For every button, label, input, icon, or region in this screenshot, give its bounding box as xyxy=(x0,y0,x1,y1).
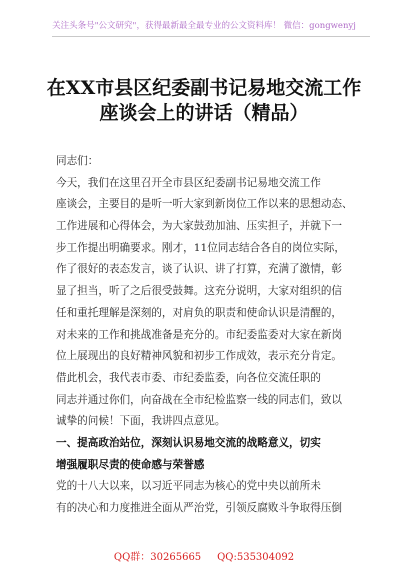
section-heading-line: 一、提高政治站位，深刻认识易地交流的战略意义，切实 xyxy=(56,436,321,449)
page-footer xyxy=(0,548,408,563)
body-line: 位上展现出的良好精神风貌和初步工作成效，表示充分肯定。 xyxy=(56,350,343,363)
body-line: 工作进展和心得体会，为大家鼓劲加油、压实担子，并就下一 xyxy=(56,220,343,233)
footer-qq: QQ:535304092 xyxy=(217,552,295,563)
body-line: 显了担当，听了之后很受鼓舞。这充分说明，大家对组织的信 xyxy=(56,285,343,298)
body-line: 同志并通过你们，向奋战在全市纪检监察一线的同志们，致以 xyxy=(56,393,343,406)
salutation: 同志们： xyxy=(56,155,99,167)
header-divider xyxy=(52,36,370,37)
body-line: 今天，我们在这里召开全市县区纪委副书记易地交流工作 xyxy=(56,176,321,189)
section-heading-line: 增强履职尽责的使命感与荣誉感 xyxy=(56,458,205,471)
body-line: 借此机会，我代表市委、市纪委监委，向各位交流任职的 xyxy=(56,371,321,384)
page-header-promo: 关注头条号"公文研究"，获得最新最全最专业的公文资料库！ 微信：gongwenyj xyxy=(52,21,356,31)
document-title xyxy=(20,76,388,126)
body-line: 作了很好的表态发言，谈了认识、讲了打算，充满了激情，彰 xyxy=(56,263,343,276)
title-line-1: 在XX市县区纪委副书记易地交流工作 xyxy=(46,77,362,99)
body-line: 座谈会，主要目的是听一听大家到新岗位工作以来的思想动态、 xyxy=(56,198,353,211)
body-line: 任和重托理解是深刻的，对肩负的职责和使命认识是清醒的， xyxy=(56,306,343,319)
body-line: 党的十八大以来，以习近平同志为核心的党中央以前所未 xyxy=(56,480,321,493)
document-body xyxy=(56,151,356,520)
body-line: 诚挚的问候！下面，我讲四点意见。 xyxy=(56,415,226,428)
body-line: 有的决心和力度推进全面从严治党，引领反腐败斗争取得压倒 xyxy=(56,502,343,514)
body-line: 步工作提出明确要求。刚才，11位同志结合各自的岗位实际， xyxy=(56,241,345,254)
title-line-2: 座谈会上的讲话（精品） xyxy=(99,102,309,124)
body-line: 对未来的工作和挑战准备是充分的。市纪委监委对大家在新岗 xyxy=(56,328,343,341)
footer-qq-group: QQ群：30265665 xyxy=(113,552,202,563)
